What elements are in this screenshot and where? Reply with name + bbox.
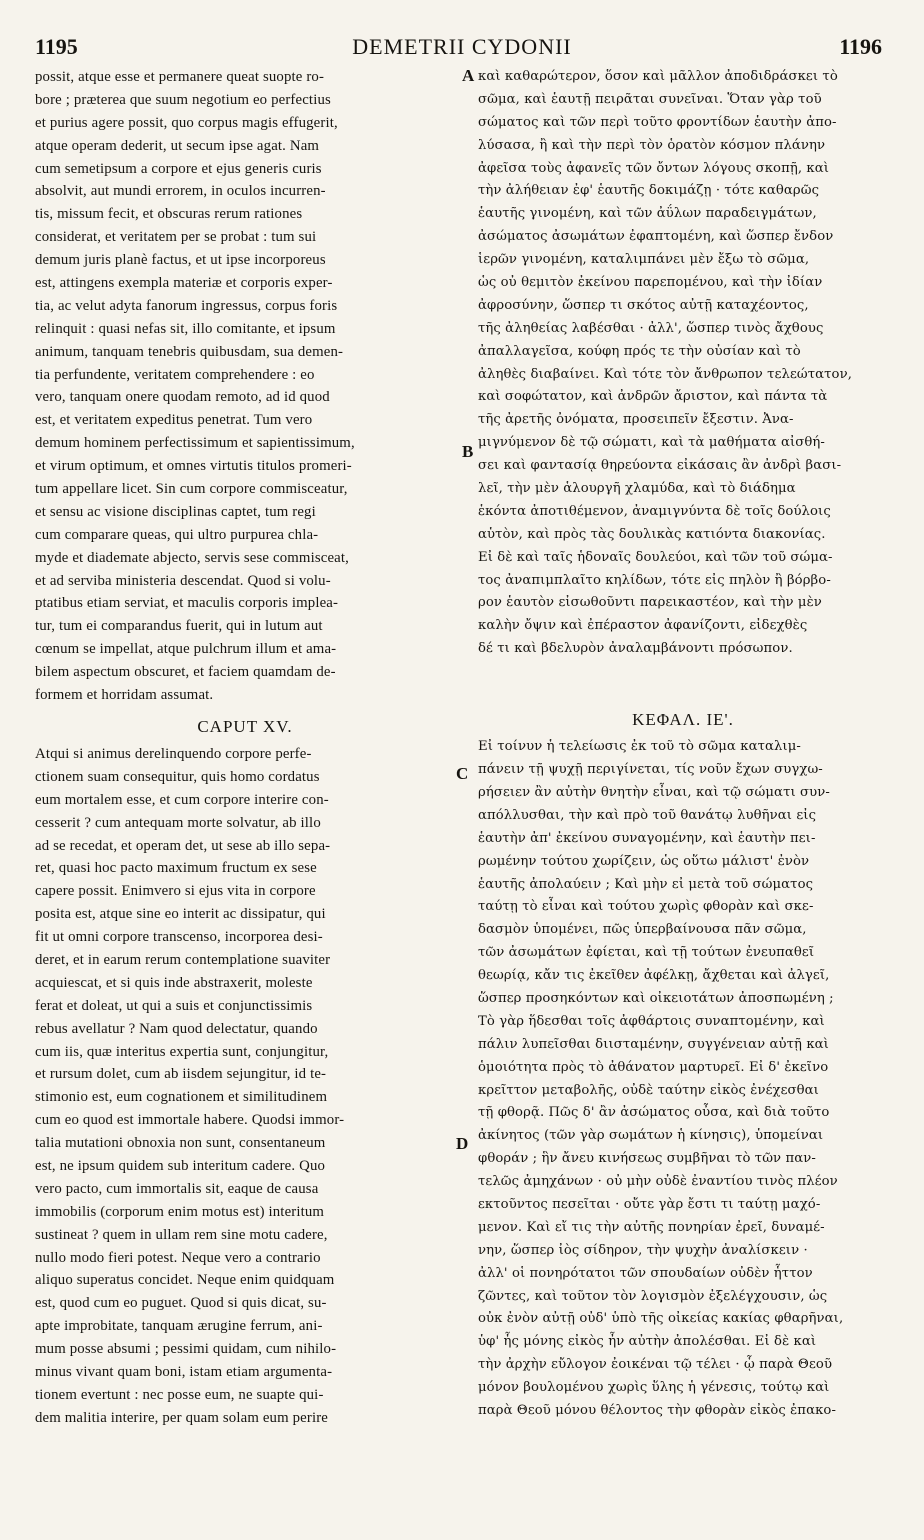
text-line: τῆς ἀληθείας λαβέσθαι · ἀλλ', ὥσπερ τινὸς ἄχθους bbox=[478, 320, 824, 336]
text-line: ἑαυτὴν ἀπ' ἐκείνου συναγομένην, καὶ ἑαυτὴν πει- bbox=[478, 830, 816, 846]
text-line: ἀφροσύνην, ὥσπερ τι σκότος αὐτῇ καταχέοντος, bbox=[478, 297, 809, 313]
latin-text-after bbox=[35, 743, 455, 1430]
text-line: καλὴν ὄψιν καὶ ἐπέραστον ἀφανίζοντι, εἰδεχθὲς bbox=[478, 618, 808, 634]
latin-text-before bbox=[35, 66, 455, 707]
greek-text-after bbox=[478, 736, 888, 1423]
text-line: οὐκ ἐνὸν αὐτῇ οὐδ' ὑπὸ τῆς οἰκείας κακίας φθαρῆναι, bbox=[478, 1311, 844, 1327]
text-line: relinquit : quasi nefas sit, illo comitante, et ipsum bbox=[35, 320, 336, 337]
text-line: dem malitia interire, per quam solam eum perire bbox=[35, 1409, 329, 1426]
text-line: eum mortalem esse, et cum corpore interire con- bbox=[35, 791, 329, 808]
text-line: posita est, atque sine eo interit ac dissipatur, qui bbox=[35, 906, 326, 923]
text-line: cum eo quod est immortale habere. Quodsi immor- bbox=[35, 1112, 345, 1129]
greek-chapter-heading: ΚΕΦΑΛ. ΙΕ'. bbox=[632, 710, 734, 730]
text-line: ἑαυτῆς γινομένη, καὶ τῶν ἀΰλων παραδειγμάτων, bbox=[478, 206, 817, 222]
text-line: τελῶς ἀμηχάνων · οὐ μὴν οὐδὲ ἐναντίου τινὸς πλέον bbox=[478, 1174, 838, 1190]
text-line: ret, quasi hoc pacto maximum fructum ex sese bbox=[35, 860, 317, 877]
text-line: tur, tum ei comparandus fuerit, qui in lutum aut bbox=[35, 618, 323, 635]
running-title: DEMETRII CYDONII bbox=[352, 34, 572, 59]
text-line: et rursum dolet, cum ab iisdem sejungitur, id te- bbox=[35, 1066, 327, 1083]
text-line: Εἰ δὲ καὶ ταῖς ἡδοναῖς δουλεύοι, καὶ τῶν τοῦ σώμα- bbox=[478, 549, 833, 565]
text-line: ρον ἑαυτὸν εἰσωθοῦντι παρεικαστέον, καὶ τὴν μὲν bbox=[478, 595, 822, 611]
text-line: formem et horridam assumat. bbox=[35, 687, 214, 704]
text-line: ἀκίνητος (τῶν γὰρ σωμάτων ἡ κίνησις), ὑπομείναι bbox=[478, 1128, 824, 1144]
text-line: ptatibus etiam serviat, et maculis corporis implea- bbox=[35, 595, 339, 612]
text-line: ad se recedat, et operam det, ut sese ab illo sepa- bbox=[35, 837, 331, 854]
text-line: Τὸ γὰρ ἥδεσθαι τοῖς ἀφθάρτοις συναπτομένην, καὶ bbox=[478, 1013, 825, 1029]
text-line: immobilis (corporum enim motus est) interitum bbox=[35, 1203, 325, 1220]
text-line: μιγνύμενον δὲ τῷ σώματι, καὶ τὰ μαθήματα αἰσθή- bbox=[478, 435, 825, 451]
text-line: stimonio est, eum cognationem et similitudinem bbox=[35, 1089, 328, 1106]
text-line: καὶ καθαρώτερον, ὅσον καὶ μᾶλλον ἀποδιδράσκει τὸ bbox=[478, 69, 838, 84]
margin-letter-d: D bbox=[456, 1134, 469, 1153]
text-line: θεωρίᾳ, κἄν τις ἐκεῖθεν ἀφέλκῃ, ἄχθεται καὶ ἀλγεῖ, bbox=[478, 968, 830, 984]
text-line: ταύτῃ τὸ εἶναι καὶ τούτου χωρὶς φθορὰν καὶ σκε- bbox=[478, 899, 814, 915]
text-line: acquiescat, et si quis inde abstraxerit, moleste bbox=[35, 974, 313, 991]
text-line: εκτοῦντος πεσεῖται · οὔτε γὰρ ἔστι τι ταύτῃ μαχό- bbox=[478, 1196, 821, 1212]
text-line: est, quod cum eo puguet. Quod si quis dicat, su- bbox=[35, 1295, 327, 1312]
text-line: φθοράν ; ἣν ἄνευ κινήσεως συμβῆναι τὸ τῶν παν- bbox=[478, 1151, 816, 1167]
text-line: παρὰ Θεοῦ μόνου θέλοντος τὴν φθορὰν εἰκὸς ἐπακο- bbox=[478, 1402, 837, 1418]
text-line: καὶ σοφώτατον, καὶ ἀνδρῶν ἄριστον, καὶ πάντα τὰ bbox=[478, 389, 828, 405]
text-line: et sensu ac visione disciplinas captet, tum regi bbox=[35, 503, 316, 520]
text-line: fit ut omni corpore transcenso, incorporea desi- bbox=[35, 929, 323, 946]
text-line: cum comparare queas, qui ultro purpurea chla- bbox=[35, 526, 319, 543]
text-line: vero, tanquam onere quodam remoto, ad id quod bbox=[35, 389, 330, 406]
text-line: est, et veritatem expeditus penetrat. Tum vero bbox=[35, 412, 313, 429]
text-line: σει καὶ φαντασίᾳ θηρεύοντα εἰκάσαις ἂν ἀνδρὶ βασι- bbox=[478, 458, 842, 474]
text-line: ζῶντες, καὶ τοῦτον τὸν λογισμὸν ἐξελέγχουσιν, ὡς bbox=[478, 1288, 828, 1304]
text-line: σῶμα, καὶ ἑαυτῇ πειρᾶται συνεῖναι. Ὅταν γὰρ τοῦ bbox=[478, 91, 822, 107]
text-line: deret, et in earum rerum contemplatione suaviter bbox=[35, 951, 331, 968]
text-line: atque operam dederit, ut secum ipse agat. Nam bbox=[35, 137, 320, 154]
text-line: ὑφ' ἧς μόνης εἰκὸς ἦν αὐτὴν ἀπολέσθαι. Εἰ δὲ καὶ bbox=[478, 1334, 817, 1350]
text-line: ὥσπερ προσηκόντων καὶ οἰκειοτάτων ἀποσπωμένη ; bbox=[478, 990, 834, 1006]
text-line: tia, ac velut adyta fanorum ingressus, corpus foris bbox=[35, 297, 338, 314]
text-line: est, attingens exempla materiæ et corporis exper- bbox=[35, 275, 333, 292]
text-line: Εἰ τοίνυν ἡ τελείωσις ἐκ τοῦ τὸ σῶμα καταλιμ- bbox=[478, 739, 801, 755]
text-line: τὴν ἀλήθειαν ἐφ' ἑαυτῆς δοκιμάζῃ · τότε καθαρῶς bbox=[478, 183, 820, 199]
text-line: πάλιν λυπεῖσθαι διισταμένην, συγγένειαν αὐτῇ καὶ bbox=[478, 1036, 829, 1052]
text-line: tis, missum fecit, et obscuras rerum rationes bbox=[35, 206, 303, 223]
text-line: σώματος καὶ τῶν περὶ τοῦτο φροντίδων ἑαυτὴν ἀπο- bbox=[478, 114, 837, 130]
text-line: rebus avellatur ? Nam quod delectatur, quando bbox=[35, 1020, 318, 1037]
text-line: δέ τι καὶ βδελυρὸν ἀναλαμβάνοντι πρόσωπον. bbox=[478, 641, 793, 657]
text-line: νην, ὥσπερ ἰὸς σίδηρον, τὴν ψυχὴν ἀναλίσκειν · bbox=[478, 1242, 808, 1258]
text-line: cum iis, quæ interitus expertia sunt, conjungitur, bbox=[35, 1043, 329, 1060]
text-line: demum hominem perfectissimum et sapientissimum, bbox=[35, 435, 355, 452]
text-line: apte improbitate, tanquam ærugine ferrum, ani- bbox=[35, 1318, 323, 1335]
text-line: minus vivant quam boni, istam etiam argumenta- bbox=[35, 1363, 333, 1380]
text-line: absolvit, aut mundi errorem, in oculos incurren- bbox=[35, 183, 326, 200]
text-line: ἑαυτῆς ἀπολαύειν ; Καὶ μὴν εἰ μετὰ τοῦ σώματος bbox=[478, 876, 814, 892]
text-line: ὡς οὐ θεμιτὸν ἐκείνου παρεπομένου, καὶ τὴν ἰδίαν bbox=[478, 275, 823, 291]
text-line: nullo modo fieri potest. Neque vero a contrario bbox=[35, 1249, 321, 1266]
text-line: ρωμένην τούτου χωρίζειν, ὡς οὕτω μάλιστ' ἐνὸν bbox=[478, 853, 810, 869]
text-line: talia mutationi obnoxia non sunt, consentaneum bbox=[35, 1135, 326, 1152]
text-line: animum, tanquam tenebris quibusdam, sua demen- bbox=[35, 343, 344, 360]
text-line: aliquo superatus concidet. Neque enim quidquam bbox=[35, 1272, 335, 1289]
text-line: ἀφεῖσα τοὺς ἀφανεῖς τῶν ὄντων λόγους σκοπῇ, καὶ bbox=[478, 160, 830, 176]
text-line: δασμὸν ὑπομένει, πῶς ὑπερβαίνουσα πᾶν σῶμα, bbox=[478, 922, 807, 938]
text-line: et virum optimum, et omnes virtutis titulos promeri- bbox=[35, 458, 352, 475]
text-line: ctionem suam consequitur, quis homo cordatus bbox=[35, 768, 320, 785]
text-line: πάνειν τῇ ψυχῇ περιγίνεται, τίς νοῦν ἔχων συγχω- bbox=[478, 762, 823, 778]
text-line: demum juris planè factus, et ut ipse incorporeus bbox=[35, 252, 326, 269]
text-line: τῇ φθορᾷ. Πῶς δ' ἂν ἀσώματος οὖσα, καὶ διὰ τοῦτο bbox=[478, 1105, 830, 1121]
greek-column bbox=[478, 66, 888, 1423]
text-line: et purius agere possit, quo corpus magis effugerit, bbox=[35, 114, 338, 131]
text-line: possit, atque esse et permanere queat suopte ro- bbox=[35, 69, 325, 85]
text-line: τῆς ἀρετῆς ὀνόματα, προσειπεῖν ἔξεστιν. Ἀνα- bbox=[478, 412, 794, 428]
margin-letter-b: B bbox=[462, 442, 474, 461]
text-line: vero pacto, cum immortalis sit, eaque de causa bbox=[35, 1180, 319, 1197]
text-line: considerat, et veritatem per se probat : tum sui bbox=[35, 229, 317, 246]
text-line: tia perfundente, veritatem comprehendere : eo bbox=[35, 366, 315, 383]
text-line: ἀπαλλαγεῖσα, κούφη πρός τε τὴν οὐσίαν καὶ τὸ bbox=[478, 343, 801, 359]
text-line: ferat et doleat, ut qui a suis et conjunctissimis bbox=[35, 997, 313, 1014]
text-line: capere possit. Enimvero si ejus vita in corpore bbox=[35, 883, 316, 900]
text-line: bore ; præterea que suum negotium eo perfectius bbox=[35, 91, 331, 108]
margin-letter-c: C bbox=[456, 764, 469, 783]
greek-section-gap bbox=[478, 661, 888, 700]
text-line: ἀληθὲς διαβαίνει. Καὶ τότε τὸν ἄνθρωπον τελεώτατον, bbox=[478, 366, 852, 382]
text-line: τῶν ἀσωμάτων ἐφίεται, καὶ τῇ τούτων ἐνευπαθεῖ bbox=[478, 945, 815, 961]
text-line: ἀλλ' οἱ πονηρότατοι τῶν σπουδαίων οὐδὲν ἧττον bbox=[478, 1265, 813, 1281]
page-number-left: 1195 bbox=[35, 34, 78, 59]
text-line: est, ne ipsum quidem sub interitum cadere. Quo bbox=[35, 1157, 326, 1174]
text-line: κρεῖττον μεταβολῆς, οὐδὲ ταύτην εἰκὸς ἐνέχεσθαι bbox=[478, 1082, 819, 1098]
text-line: ἑκόντα ἀποτιθέμενον, ἀναμιγνύντα δὲ τοῖς δούλοις bbox=[478, 503, 831, 519]
text-line: απόλλυσθαι, τὴν καὶ πρὸ τοῦ θανάτῳ λυθῆναι εἰς bbox=[478, 807, 817, 823]
text-line: cœnum se impellat, atque pulchrum illum et ama- bbox=[35, 641, 337, 658]
text-line: sustineat ? quem in ullam rem sine motu cadere, bbox=[35, 1226, 328, 1243]
text-line: ὁμοιότητα πρὸς τὸ ἀθάνατον μαρτυρεῖ. Εἰ δ' ἐκεῖνο bbox=[478, 1059, 829, 1075]
greek-text-before bbox=[478, 66, 888, 661]
page-header bbox=[0, 34, 924, 66]
text-line: τὴν ἀρχὴν εὔλογον ἐοικέναι τῷ τέλει · ᾧ παρὰ Θεοῦ bbox=[478, 1357, 833, 1373]
text-line: et ad serviba ministeria descendat. Quod si volu- bbox=[35, 572, 331, 589]
text-line: ρήσειεν ἂν αὐτὴν θνητὴν εἶναι, καὶ τῷ σώματι συν- bbox=[478, 784, 830, 800]
text-line: μενον. Καὶ εἴ τις τὴν αὐτῆς πονηρίαν ἐρεῖ, δυναμέ- bbox=[478, 1219, 825, 1235]
text-line: cum semetipsum a corpore et ejus generis curis bbox=[35, 160, 322, 177]
text-line: Atqui si animus derelinquendo corpore perfe- bbox=[35, 745, 312, 762]
text-line: bilem aspectum obscuret, et faciem quamdam de- bbox=[35, 664, 336, 681]
page-number-right: 1196 bbox=[839, 34, 882, 59]
text-line: τος ἀναπιμπλαῖτο κηλίδων, τότε εἰς πηλὸν ἢ βόρβο- bbox=[478, 572, 831, 588]
text-line: tionem evertunt : nec posse eum, ne suapte qui- bbox=[35, 1386, 324, 1403]
margin-letter-a: A bbox=[462, 66, 475, 85]
text-line: mum posse absumi ; pessimi quidam, cum nihilo- bbox=[35, 1341, 337, 1358]
text-line: ἱερῶν γινομένη, καταλιμπάνει μὲν ἔξω τὸ σῶμα, bbox=[478, 252, 810, 268]
text-line: myde et diademate abjecto, servis sese commisceat, bbox=[35, 549, 350, 566]
latin-column bbox=[35, 66, 455, 1430]
text-line: αὑτὸν, καὶ πρὸς τὰς δουλικὰς κατιόντα διακονίας. bbox=[478, 526, 826, 542]
latin-chapter-heading: CAPUT XV. bbox=[197, 716, 293, 736]
text-line: μόνον βουλομένου χωρὶς ὕλης ἡ γένεσις, τούτῳ καὶ bbox=[478, 1380, 830, 1396]
text-line: λύσασα, ἢ καὶ τὴν περὶ τὸν ὁρατὸν κόσμον πλάνην bbox=[478, 137, 826, 153]
text-line: λεῖ, τὴν μὲν ἁλουργῆ χλαμύδα, καὶ τὸ διάδημα bbox=[478, 481, 796, 497]
text-line: cesserit ? cum antequam morte solvatur, ab illo bbox=[35, 814, 321, 831]
text-line: tum appellare licet. Sin cum corpore commisceatur, bbox=[35, 481, 348, 498]
text-line: ἀσώματος ἀσωμάτων ἐφαπτομένη, καὶ ὥσπερ ἔνδον bbox=[478, 229, 834, 245]
